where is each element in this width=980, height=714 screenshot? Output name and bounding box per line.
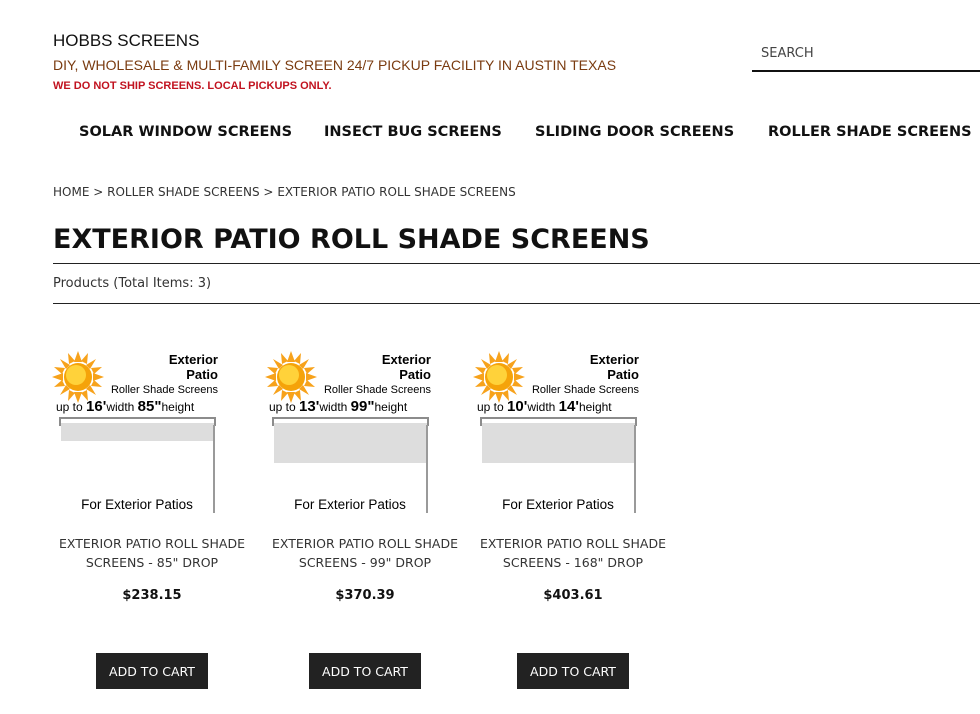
image-label-roller-shade: Roller Shade Screens: [531, 384, 639, 396]
product-card: [473, 345, 673, 679]
product-price: $370.39: [335, 588, 395, 603]
image-dimensions: up to 10'width 14'height: [477, 398, 612, 415]
roller-bar: [59, 417, 216, 419]
roller-bar: [272, 417, 429, 419]
shade-fabric: [274, 423, 427, 463]
site-brand[interactable]: HOBBS SCREENS: [53, 31, 200, 50]
sun-icon: [473, 347, 533, 403]
shade-fabric: [482, 423, 635, 463]
nav-roller-shade-screens[interactable]: ROLLER SHADE SCREENS: [768, 124, 972, 140]
sun-icon: [265, 347, 325, 403]
image-label-roller-shade: Roller Shade Screens: [110, 384, 218, 396]
breadcrumb-roller-shade[interactable]: ROLLER SHADE SCREENS: [107, 185, 260, 199]
divider: [53, 263, 980, 264]
breadcrumb-separator: >: [93, 185, 104, 199]
product-price: $403.61: [543, 588, 603, 603]
add-to-cart-button[interactable]: ADD TO CART: [517, 653, 629, 689]
add-to-cart-button[interactable]: ADD TO CART: [309, 653, 421, 689]
nav-insect-bug-screens[interactable]: INSECT BUG SCREENS: [324, 124, 502, 140]
image-label-roller-shade: Roller Shade Screens: [323, 384, 431, 396]
product-count: Products (Total Items: 3): [53, 276, 212, 291]
roller-bar: [480, 417, 637, 419]
image-label-exterior-patio: Exterior Patio: [589, 352, 639, 382]
image-label-exterior-patio: Exterior Patio: [381, 352, 431, 382]
shade-fabric: [61, 423, 214, 441]
divider: [53, 303, 980, 304]
product-card: [52, 345, 252, 679]
product-image[interactable]: [473, 345, 673, 520]
breadcrumb-current[interactable]: EXTERIOR PATIO ROLL SHADE SCREENS: [277, 185, 516, 199]
product-image[interactable]: [52, 345, 252, 520]
image-caption: For Exterior Patios: [294, 497, 406, 512]
product-name[interactable]: EXTERIOR PATIO ROLL SHADE SCREENS - 85" DROP: [59, 536, 245, 570]
nav-sliding-door-screens[interactable]: SLIDING DOOR SCREENS: [535, 124, 735, 140]
product-name[interactable]: EXTERIOR PATIO ROLL SHADE SCREENS - 168" DROP: [480, 536, 666, 570]
nav-solar-window-screens[interactable]: SOLAR WINDOW SCREENS: [79, 124, 293, 140]
image-caption: For Exterior Patios: [81, 497, 193, 512]
image-dimensions: up to 13'width 99"height: [269, 398, 408, 415]
page-title: EXTERIOR PATIO ROLL SHADE SCREENS: [53, 224, 650, 255]
sun-icon: [52, 347, 112, 403]
shipping-notice: WE DO NOT SHIP SCREENS. LOCAL PICKUPS ONLY.: [53, 80, 332, 92]
site-tagline: DIY, WHOLESALE & MULTI-FAMILY SCREEN 24/7 PICKUP FACILITY IN AUSTIN TEXAS: [53, 57, 617, 73]
breadcrumb-home[interactable]: HOME: [53, 185, 90, 199]
image-label-exterior-patio: Exterior Patio: [168, 352, 218, 382]
image-caption: For Exterior Patios: [502, 497, 614, 512]
add-to-cart-button[interactable]: ADD TO CART: [96, 653, 208, 689]
search-input[interactable]: [752, 36, 980, 72]
product-name[interactable]: EXTERIOR PATIO ROLL SHADE SCREENS - 99" DROP: [272, 536, 458, 570]
product-price: $238.15: [122, 588, 182, 603]
breadcrumb-separator: >: [263, 185, 274, 199]
product-image[interactable]: [265, 345, 465, 520]
breadcrumb: [53, 185, 516, 199]
image-dimensions: up to 16'width 85"height: [56, 398, 195, 415]
product-card: [265, 345, 465, 679]
